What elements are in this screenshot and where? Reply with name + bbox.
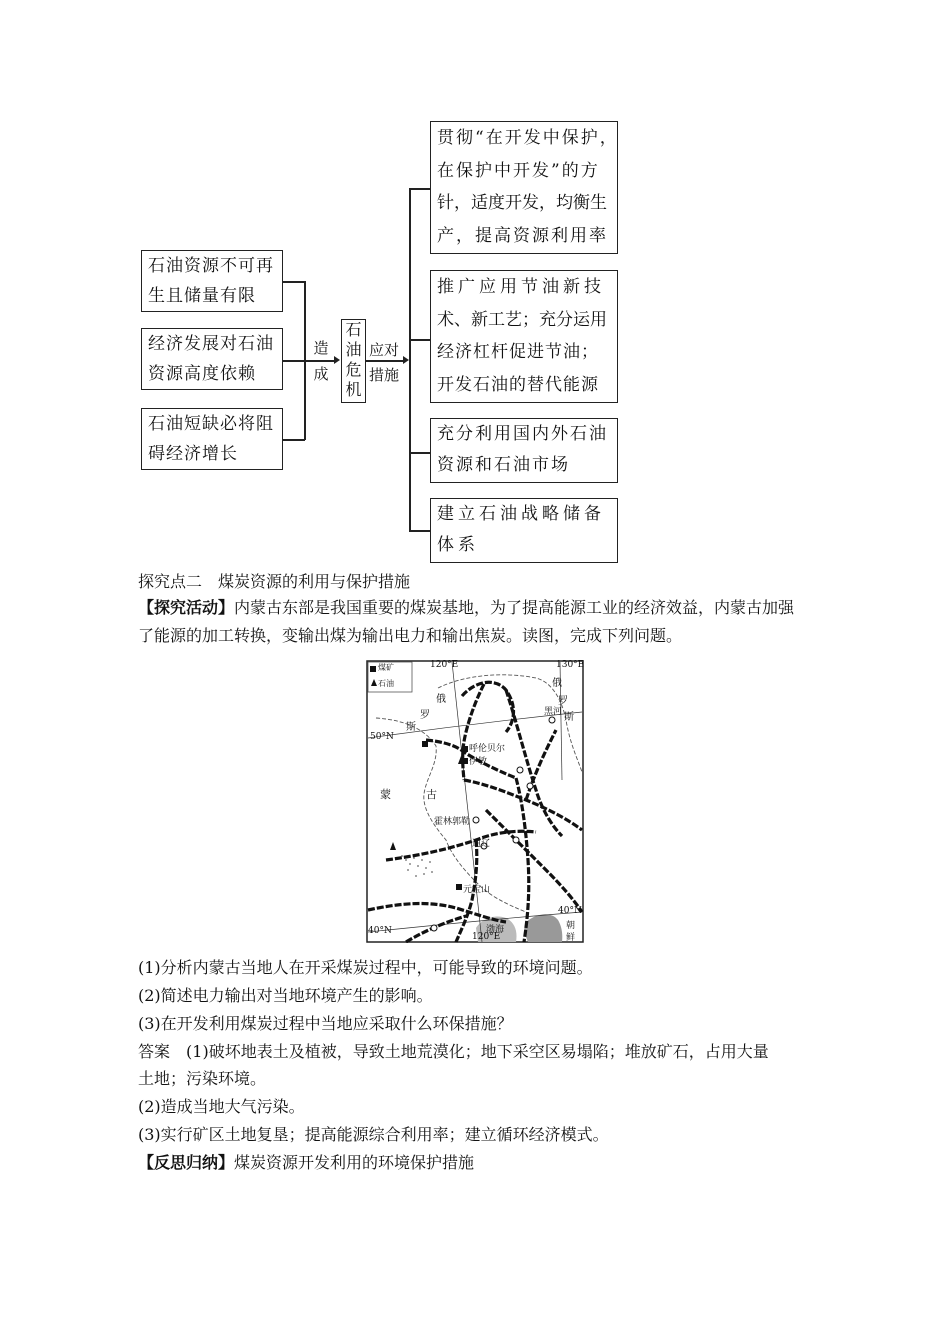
question-1: (1)分析内蒙古当地人在开采煤炭过程中，可能导致的环境问题。: [138, 958, 593, 977]
measure-2-line-1: 推广应用节油新技: [437, 277, 605, 297]
cause-box-2: [141, 328, 283, 390]
arrow-head-icon: [334, 356, 340, 364]
answer-text-1: (1)破坏地表土及植被，导致土地荒漠化；地下采空区易塌陷；堆放矿石，占用大量: [186, 1042, 769, 1061]
connector: [409, 188, 411, 530]
question-2: (2)简述电力输出对当地环境产生的影响。: [138, 986, 433, 1005]
cause-3-line-1: 石油短缺必将阻: [148, 414, 274, 434]
measure-2-line-3: 经济杠杆促进节油；: [437, 342, 599, 362]
answer-label: 答案: [138, 1042, 171, 1061]
measure-box-3: [430, 418, 618, 483]
inner-mongolia-map: [366, 660, 584, 943]
measure-3-line-1: 充分利用国内外石油: [437, 424, 608, 444]
label-russia-1: 俄: [436, 694, 446, 705]
measure-box-2: [430, 270, 618, 403]
reflection-tag: 【反思归纳】: [138, 1153, 235, 1172]
cause-2-line-2: 资源高度依赖: [148, 364, 256, 384]
measure-2-line-2: 术、新工艺；充分运用: [437, 309, 607, 330]
activity-text-1: 内蒙古东部是我国重要的煤炭基地，为了提高能源工业的经济效益，内蒙古加强: [234, 598, 795, 617]
cause-2-line-1: 经济发展对石油: [148, 334, 274, 354]
measure-1-line-1: 贯彻“在开发中保护，: [437, 128, 619, 148]
measure-1-line-3: 针，适度开发，均衡生: [437, 193, 607, 213]
reflection-line: [138, 1152, 474, 1174]
legend-coal: 煤矿: [378, 663, 394, 672]
label-hulunbuir: 呼伦贝尔: [469, 744, 506, 754]
cause-arrow-label-2: 成: [313, 365, 329, 383]
activity-line-1: [138, 597, 794, 619]
measure-4-line-1: 建立石油战略储备: [437, 504, 605, 524]
connector: [409, 530, 430, 532]
measure-1-line-2: 在保护中开发”的方: [437, 160, 600, 181]
connector: [283, 360, 305, 362]
label-yimin: 伊敏: [469, 757, 488, 767]
measure-box-4: [430, 498, 618, 563]
center-char-2: 油: [345, 340, 362, 359]
measure-arrow-label-1: 应对: [369, 341, 400, 359]
label-korea-1: 朝: [566, 921, 576, 931]
label-lon120-top: 120°E: [430, 660, 459, 670]
label-russia-2: 罗: [420, 710, 430, 721]
label-lat40-left: 40°N: [368, 926, 392, 936]
center-char-3: 危: [345, 360, 362, 379]
label-russia-3: 斯: [406, 722, 416, 733]
answer-line-2: 土地；污染环境。: [138, 1069, 267, 1088]
reflection-text: 煤炭资源开发利用的环境保护措施: [234, 1153, 475, 1172]
cause-arrow-label-1: 造: [313, 339, 329, 357]
answer-line-1: [138, 1041, 769, 1063]
label-bohai: 渤海: [486, 925, 505, 935]
activity-text-2: 了能源的加工转换，变输出煤为输出电力和输出焦炭。读图，完成下列问题。: [138, 626, 683, 645]
label-russia-r2: 罗: [558, 696, 568, 707]
arrow-shaft: [366, 360, 406, 362]
section-title: 探究点二 煤炭资源的利用与保护措施: [138, 572, 411, 591]
center-box: [341, 319, 366, 403]
label-korea-2: 鲜: [566, 933, 576, 943]
connector: [409, 188, 430, 190]
label-russia-r3: 斯: [564, 712, 574, 723]
measure-3-line-2: 资源和石油市场: [437, 455, 570, 475]
connector: [409, 452, 430, 454]
cause-box-3: [141, 408, 283, 470]
measure-4-line-2: 体系: [437, 535, 479, 555]
connector: [283, 439, 305, 441]
measure-1-line-4: 产，提高资源利用率: [437, 225, 608, 246]
question-3: (3)在开发利用煤炭过程中当地应采取什么环保措施？: [138, 1014, 513, 1033]
activity-tag: 【探究活动】: [138, 598, 235, 617]
legend-oil: 石油: [378, 679, 394, 688]
connector: [409, 339, 430, 341]
connector: [283, 281, 305, 283]
cause-1-line-1: 石油资源不可再: [148, 256, 274, 276]
measure-2-line-4: 开发石油的替代能源: [437, 374, 599, 395]
label-lon130-top: 130°E: [556, 660, 585, 670]
label-lon120-bottom: 120°E: [472, 932, 501, 942]
cause-1-line-2: 生且储量有限: [148, 286, 256, 306]
cause-3-line-2: 碍经济增长: [148, 444, 238, 464]
answer-line-4: (3)实行矿区土地复垦；提高能源综合利用率；建立循环经济模式。: [138, 1125, 609, 1144]
label-lat50: 50°N: [370, 732, 394, 742]
measure-box-1: [430, 121, 618, 254]
label-lat40-right: 40°N: [558, 906, 582, 916]
label-mongolia-1: 蒙: [380, 788, 391, 801]
measure-arrow-label-2: 措施: [369, 366, 400, 384]
label-huolinguole: 霍林郭勒: [434, 817, 471, 827]
center-char-1: 石: [345, 320, 362, 339]
arrow-shaft: [305, 360, 337, 362]
label-heihe: 黑河: [544, 707, 563, 717]
center-char-4: 机: [345, 380, 362, 399]
label-russia-r1: 俄: [552, 678, 562, 689]
label-yuanbaoshan: 元宝山: [463, 885, 491, 895]
answer-line-3: (2)造成当地大气污染。: [138, 1097, 305, 1116]
label-tongliao: 通辽: [472, 839, 491, 849]
cause-box-1: [141, 250, 283, 312]
label-mongolia-2: 古: [426, 788, 437, 801]
